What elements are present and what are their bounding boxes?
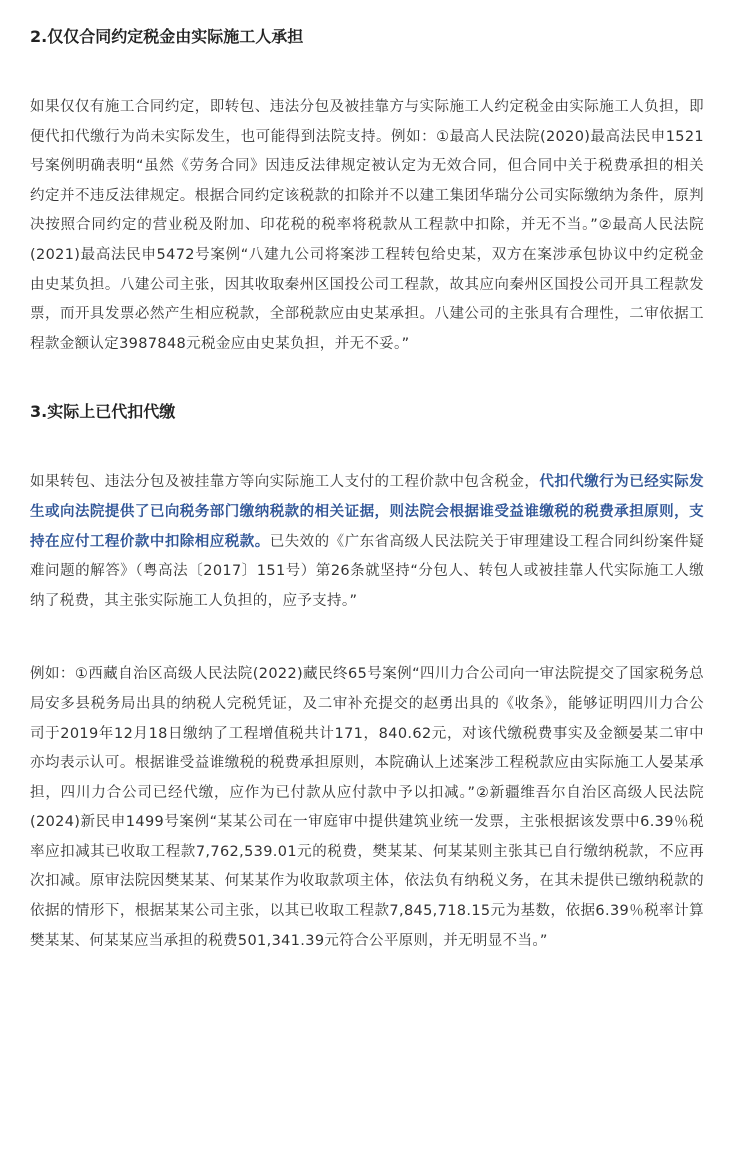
paragraph-tail-text: 已失效的《广东省高级人民法院关于审理建设工程合同纠纷案件疑难问题的解答》（粤高法〔2017〕151号）第26条就坚持“分包人、转包人或被挂靠人代实际施工人缴纳了税费，其主张实际施工人负担的，应予支持。” [30,533,704,609]
section-heading-contract-agreement: 2.仅仅合同约定税金由实际施工人承担 [30,27,304,46]
paragraph-contract-agreement: 如果仅仅有施工合同约定，即转包、违法分包及被挂靠方与实际施工人约定税金由实际施工人负担，即便代扣代缴行为尚未实际发生，也可能得到法院支持。例如：①最高人民法院(2020)最高法民申1521号案例明确表明“虽然《劳务合同》因违反法律规定被认定为无效合同，但合同中关于税费承担的相关约定并不违反法律规定。根据合同约定该税款的扣除并不以建工集团华瑞分公司实际缴纳为条件，原判决按照合同约定的营业税及附加、印花税的税率将税款从工程款中扣除，并无不当。”②最高人民法院(2021)最高法民申5472号案例“八建九公司将案涉工程转包给史某，双方在案涉承包协议中约定税金由史某负担。八建公司主张，因其收取秦州区国投公司工程款，故其应向秦州区国投公司开具工程款发票，而开具发票必然产生相应税款，全部税款应由史某承担。八建公司的主张具有合理性，二审依据工程款金额认定3987848元税金应由史某负担，并无不妥。” [30,99,704,352]
paragraph-case-examples: 例如：①西藏自治区高级人民法院(2022)藏民终65号案例“四川力合公司向一审法院提交了国家税务总局安多县税务局出具的纳税人完税凭证，及二审补充提交的赵勇出具的《收条》，能够证明四川力合公司于2019年12月18日缴纳了工程增值税共计171，840.62元，对该代缴税费事实及金额晏某二审中亦均表示认可。根据谁受益谁缴税的税费承担原则，本院确认上述案涉工程税款应由实际施工人晏某承担，四川力合公司已经代缴，应作为已付款从应付款中予以扣减。”②新疆维吾尔自治区高级人民法院(2024)新民申1499号案例“某某公司在一审庭审中提供建筑业统一发票，主张根据该发票中6.39％税率应扣减其已收取工程款7,762,539.01元的税费，樊某某、何某某则主张其已自行缴纳税款，不应再次扣减。原审法院因樊某某、何某某作为收取款项主体，依法负有纳税义务，在其未提供已缴纳税款的依据的情形下，根据某某公司主张，以其已收取工程款7,845,718.15元为基数，依据6.39％税率计算樊某某、何某某应当承担的税费501,341.39元符合公平原则，并无明显不当。” [30,666,704,949]
paragraph-lead-text: 如果转包、违法分包及被挂靠方等向实际施工人支付的工程价款中包含税金， [30,474,540,491]
paragraph-actual-withholding [30,468,704,616]
section-heading-actual-withholding: 3.实际上已代扣代缴 [30,402,176,422]
highlighted-key-point: 代扣代缴行为已经实际发生或向法院提供了已向税务部门缴纳税款的相关证据，则法院会根据谁受益谁缴税的税费承担原则，支持在应付工程价款中扣除相应税款。 [30,474,704,550]
